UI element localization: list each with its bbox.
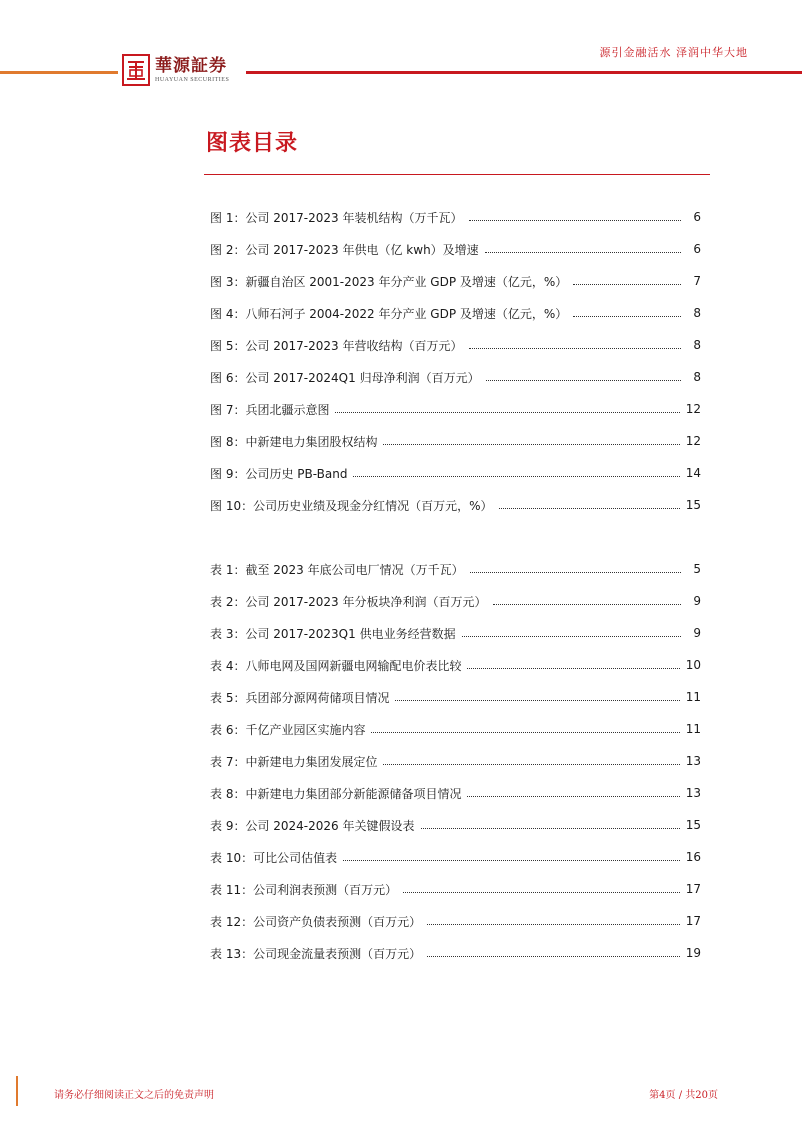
dot-leader (470, 572, 681, 573)
table-entry-label: 表 8：中新建电力集团部分新能源储备项目情况 (210, 786, 462, 801)
table-entry-label: 表 2：公司 2017-2023 年分板块净利润（百万元） (210, 594, 487, 609)
figure-entry-page: 14 (685, 466, 701, 480)
table-entry-page: 13 (685, 786, 701, 800)
dot-leader (573, 284, 681, 285)
dot-leader (467, 796, 679, 797)
table-entry-label: 表 4：八师电网及国网新疆电网输配电价表比较 (210, 658, 462, 673)
dot-leader (499, 508, 680, 509)
figure-entry[interactable] (210, 489, 701, 521)
figure-entry[interactable] (210, 361, 701, 393)
footer-disclaimer: 请务必仔细阅读正文之后的免责声明 (54, 1090, 214, 1101)
table-entry-page: 10 (685, 658, 701, 672)
dot-leader (383, 764, 679, 765)
figure-entry[interactable] (210, 329, 701, 361)
figure-entry[interactable] (210, 393, 701, 425)
header-rule-accent (0, 71, 118, 74)
figure-entry-page: 12 (685, 402, 701, 416)
figure-entry[interactable] (210, 297, 701, 329)
dot-leader (371, 732, 679, 733)
dot-leader (462, 636, 681, 637)
dot-leader (403, 892, 680, 893)
footer-page-number: 第4页 / 共20页 (649, 1090, 718, 1101)
table-entry[interactable] (210, 617, 701, 649)
dot-leader (485, 252, 681, 253)
dot-leader (467, 668, 679, 669)
table-entry[interactable] (210, 713, 701, 745)
table-entry[interactable] (210, 777, 701, 809)
figure-entry[interactable] (210, 233, 701, 265)
figure-entry-label: 图 5：公司 2017-2023 年营收结构（百万元） (210, 338, 463, 353)
table-entry-page: 19 (685, 946, 701, 960)
figure-entry-page: 8 (693, 338, 701, 352)
figure-entry-page: 6 (693, 210, 701, 224)
figure-entry[interactable] (210, 201, 701, 233)
dot-leader (395, 700, 679, 701)
figure-entry-page: 8 (693, 306, 701, 320)
dot-leader (486, 380, 681, 381)
dot-leader (427, 924, 680, 925)
table-entry-label: 表 12：公司资产负债表预测（百万元） (210, 914, 422, 929)
table-entry-label: 表 11：公司利润表预测（百万元） (210, 882, 398, 897)
table-list (210, 553, 701, 969)
figure-entry[interactable] (210, 265, 701, 297)
table-entry-page: 13 (685, 754, 701, 768)
table-entry[interactable] (210, 809, 701, 841)
table-entry-label: 表 6：千亿产业园区实施内容 (210, 722, 366, 737)
table-entry[interactable] (210, 905, 701, 937)
dot-leader (353, 476, 679, 477)
figure-entry-label: 图 10：公司历史业绩及现金分红情况（百万元，%） (210, 498, 493, 513)
table-entry-label: 表 5：兵团部分源网荷储项目情况 (210, 690, 390, 705)
figure-entry-label: 图 9：公司历史 PB-Band (210, 466, 348, 481)
title-underline (204, 174, 710, 175)
figure-list (210, 201, 701, 521)
dot-leader (493, 604, 682, 605)
figure-entry-page: 8 (693, 370, 701, 384)
dot-leader (469, 348, 682, 349)
table-entry[interactable] (210, 937, 701, 969)
figure-entry-page: 7 (693, 274, 701, 288)
figure-entry[interactable] (210, 457, 701, 489)
dot-leader (427, 956, 680, 957)
dot-leader (383, 444, 679, 445)
logo-seal-icon (122, 54, 150, 86)
footer-accent-bar (16, 1076, 18, 1106)
figure-entry-label: 图 7：兵团北疆示意图 (210, 402, 330, 417)
page-title: 图表目录 (206, 131, 299, 156)
company-logo (118, 50, 246, 90)
table-entry-page: 17 (685, 914, 701, 928)
table-entry-page: 9 (693, 626, 701, 640)
table-entry-page: 15 (685, 818, 701, 832)
table-entry-label: 表 7：中新建电力集团发展定位 (210, 754, 378, 769)
figure-entry-page: 12 (685, 434, 701, 448)
dot-leader (469, 220, 682, 221)
figure-entry-label: 图 2：公司 2017-2023 年供电（亿 kwh）及增速 (210, 242, 479, 257)
figure-entry-label: 图 4：八师石河子 2004-2022 年分产业 GDP 及增速（亿元，%） (210, 306, 568, 321)
table-entry-label: 表 3：公司 2017-2023Q1 供电业务经营数据 (210, 626, 456, 641)
table-entry-page: 9 (693, 594, 701, 608)
dot-leader (343, 860, 680, 861)
table-entry-page: 16 (685, 850, 701, 864)
figure-entry-label: 图 3：新疆自治区 2001-2023 年分产业 GDP 及增速（亿元，%） (210, 274, 568, 289)
dot-leader (573, 316, 681, 317)
figure-entry[interactable] (210, 425, 701, 457)
figure-entry-label: 图 8：中新建电力集团股权结构 (210, 434, 378, 449)
dot-leader (421, 828, 680, 829)
table-entry-label: 表 10：可比公司估值表 (210, 850, 338, 865)
table-entry-page: 11 (685, 690, 701, 704)
table-entry[interactable] (210, 649, 701, 681)
table-entry-label: 表 9：公司 2024-2026 年关键假设表 (210, 818, 415, 833)
figure-entry-label: 图 6：公司 2017-2024Q1 归母净利润（百万元） (210, 370, 480, 385)
table-entry[interactable] (210, 553, 701, 585)
logo-name-en: HUAYUAN SECURITIES (155, 77, 230, 83)
dot-leader (335, 412, 679, 413)
figure-entry-page: 15 (685, 498, 701, 512)
table-entry[interactable] (210, 681, 701, 713)
table-entry-page: 17 (685, 882, 701, 896)
figure-entry-label: 图 1：公司 2017-2023 年装机结构（万千瓦） (210, 210, 463, 225)
logo-name-cn: 華源証券 (155, 56, 227, 76)
table-entry-page: 11 (685, 722, 701, 736)
table-entry[interactable] (210, 841, 701, 873)
header-slogan: 源引金融活水 泽润中华大地 (599, 46, 748, 59)
table-entry[interactable] (210, 585, 701, 617)
table-entry[interactable] (210, 873, 701, 905)
table-entry-page: 5 (693, 562, 701, 576)
table-entry-label: 表 1：截至 2023 年底公司电厂情况（万千瓦） (210, 562, 464, 577)
table-entry[interactable] (210, 745, 701, 777)
figure-entry-page: 6 (693, 242, 701, 256)
table-entry-label: 表 13：公司现金流量表预测（百万元） (210, 946, 422, 961)
